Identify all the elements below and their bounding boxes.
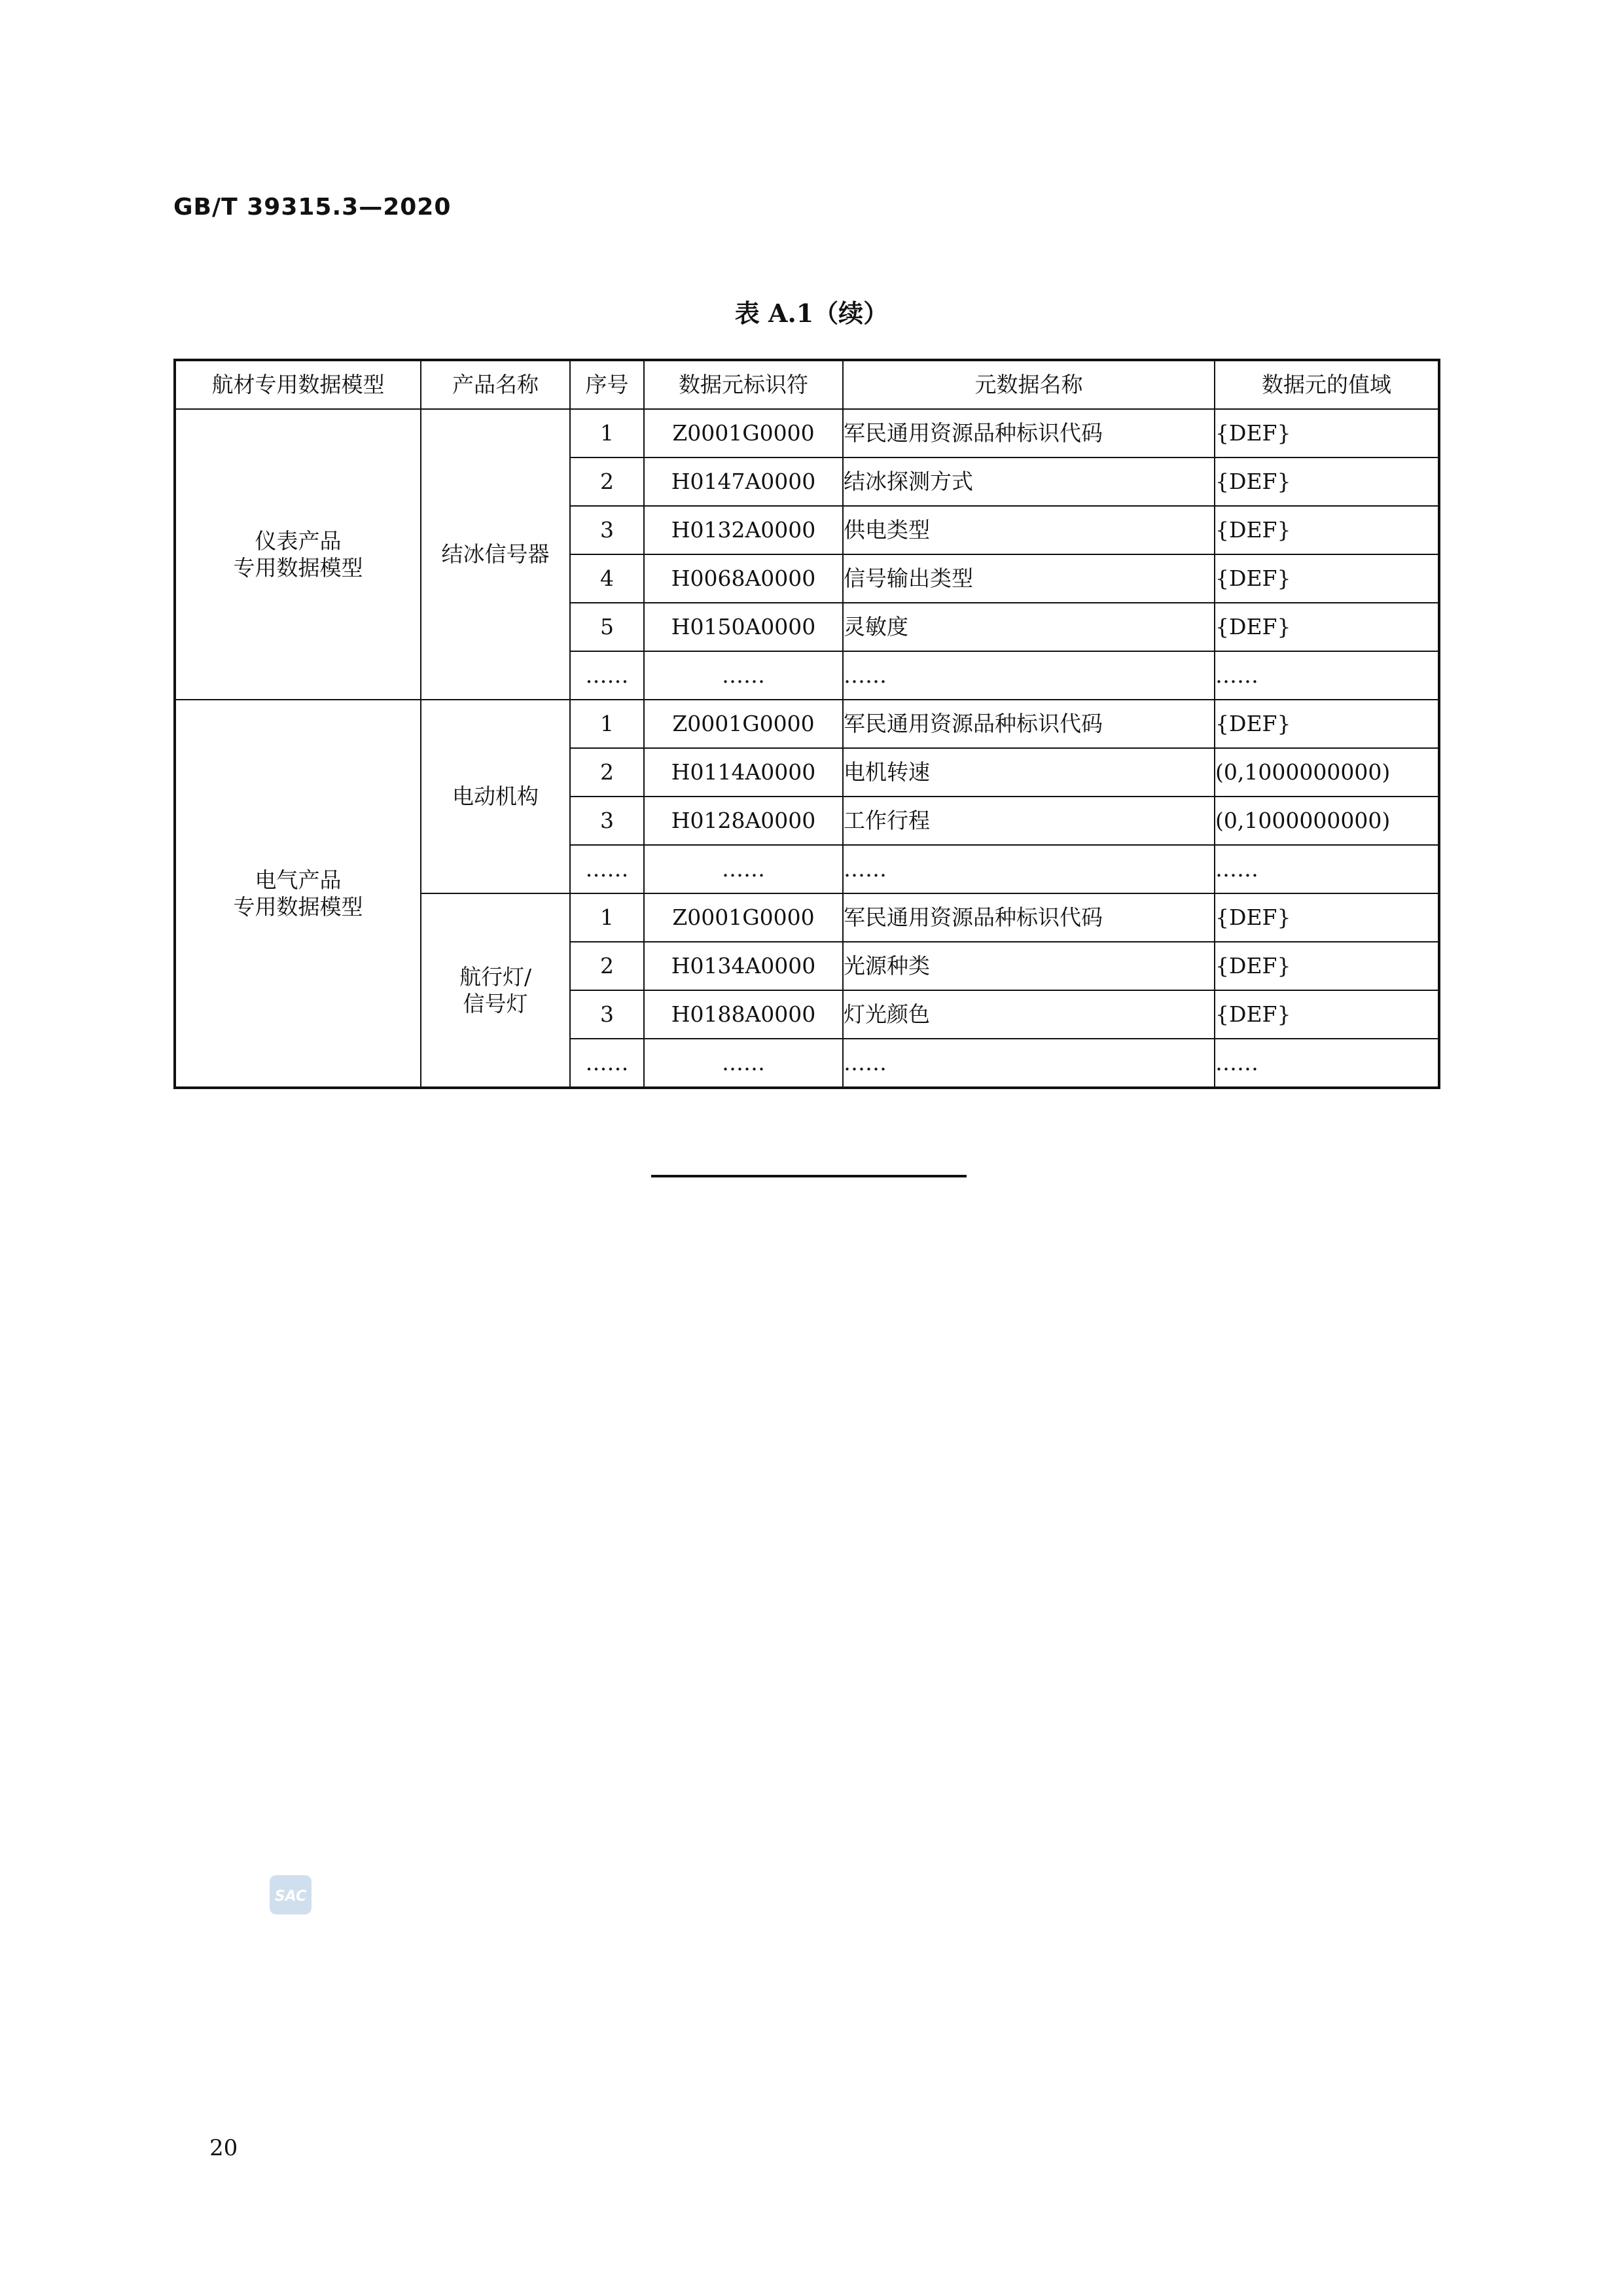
seq-cell: ……	[570, 845, 644, 893]
value-domain-cell: ……	[1215, 651, 1439, 700]
metadata-name-cell: 信号输出类型	[843, 554, 1215, 603]
identifier-cell: H0134A0000	[644, 942, 843, 990]
seq-cell: 3	[570, 990, 644, 1039]
value-domain-cell: {DEF}	[1215, 506, 1439, 554]
seq-cell: 3	[570, 797, 644, 845]
column-header: 序号	[570, 360, 644, 409]
data-element-table	[173, 359, 1440, 1089]
value-domain-cell: {DEF}	[1215, 554, 1439, 603]
identifier-cell: H0068A0000	[644, 554, 843, 603]
identifier-cell: H0132A0000	[644, 506, 843, 554]
metadata-name-cell: ……	[843, 1039, 1215, 1088]
metadata-name-cell: 灯光颜色	[843, 990, 1215, 1039]
value-domain-cell: (0,1000000000)	[1215, 748, 1439, 797]
identifier-cell: H0128A0000	[644, 797, 843, 845]
metadata-name-cell: 灵敏度	[843, 603, 1215, 651]
identifier-cell: ……	[644, 651, 843, 700]
value-domain-cell: {DEF}	[1215, 603, 1439, 651]
value-domain-cell: (0,1000000000)	[1215, 797, 1439, 845]
table-caption: 表 A.1（续）	[734, 298, 889, 328]
column-header: 产品名称	[421, 360, 570, 409]
identifier-cell: Z0001G0000	[644, 409, 843, 457]
identifier-cell: ……	[644, 845, 843, 893]
seq-cell: 1	[570, 893, 644, 942]
metadata-name-cell: 供电类型	[843, 506, 1215, 554]
identifier-cell: Z0001G0000	[644, 700, 843, 748]
column-header: 航材专用数据模型	[175, 360, 421, 409]
metadata-name-cell: 军民通用资源品种标识代码	[843, 893, 1215, 942]
value-domain-cell: {DEF}	[1215, 990, 1439, 1039]
seq-cell: 2	[570, 457, 644, 506]
column-header: 元数据名称	[843, 360, 1215, 409]
identifier-cell: H0188A0000	[644, 990, 843, 1039]
seq-cell: ……	[570, 651, 644, 700]
value-domain-cell: ……	[1215, 1039, 1439, 1088]
metadata-name-cell: ……	[843, 845, 1215, 893]
end-of-document-rule	[651, 1175, 967, 1177]
product-name-cell: 航行灯/ 信号灯	[421, 893, 570, 1088]
seq-cell: 5	[570, 603, 644, 651]
column-header: 数据元标识符	[644, 360, 843, 409]
model-name-cell: 仪表产品 专用数据模型	[175, 409, 421, 700]
value-domain-cell: {DEF}	[1215, 942, 1439, 990]
identifier-cell: Z0001G0000	[644, 893, 843, 942]
value-domain-cell: {DEF}	[1215, 700, 1439, 748]
table-row	[175, 700, 1439, 748]
metadata-name-cell: 结冰探测方式	[843, 457, 1215, 506]
seq-cell: ……	[570, 1039, 644, 1088]
identifier-cell: H0114A0000	[644, 748, 843, 797]
metadata-name-cell: 军民通用资源品种标识代码	[843, 409, 1215, 457]
value-domain-cell: {DEF}	[1215, 409, 1439, 457]
table-body	[175, 409, 1439, 1088]
product-name-cell: 结冰信号器	[421, 409, 570, 700]
svg-text:SAC: SAC	[274, 1888, 307, 1905]
column-header: 数据元的值域	[1215, 360, 1439, 409]
seq-cell: 2	[570, 748, 644, 797]
metadata-name-cell: 军民通用资源品种标识代码	[843, 700, 1215, 748]
metadata-name-cell: 光源种类	[843, 942, 1215, 990]
standard-number: GB/T 39315.3—2020	[173, 194, 452, 221]
seq-cell: 1	[570, 700, 644, 748]
identifier-cell: ……	[644, 1039, 843, 1088]
seq-cell: 4	[570, 554, 644, 603]
metadata-name-cell: ……	[843, 651, 1215, 700]
value-domain-cell: ……	[1215, 845, 1439, 893]
seq-cell: 1	[570, 409, 644, 457]
metadata-name-cell: 电机转速	[843, 748, 1215, 797]
seq-cell: 3	[570, 506, 644, 554]
identifier-cell: H0147A0000	[644, 457, 843, 506]
page-number: 20	[209, 2135, 238, 2161]
metadata-name-cell: 工作行程	[843, 797, 1215, 845]
sac-logo-icon	[268, 1874, 313, 1916]
value-domain-cell: {DEF}	[1215, 457, 1439, 506]
identifier-cell: H0150A0000	[644, 603, 843, 651]
product-name-cell: 电动机构	[421, 700, 570, 893]
value-domain-cell: {DEF}	[1215, 893, 1439, 942]
seq-cell: 2	[570, 942, 644, 990]
model-name-cell: 电气产品 专用数据模型	[175, 700, 421, 1088]
table-header-row	[175, 360, 1439, 409]
table-row	[175, 409, 1439, 457]
